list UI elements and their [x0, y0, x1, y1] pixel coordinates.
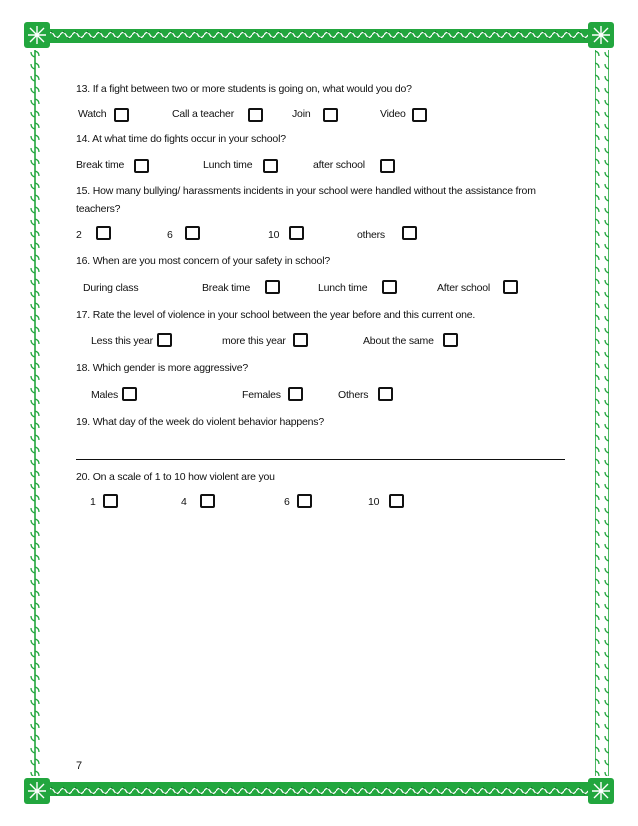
- question-18: 18. Which gender is more aggressive?: [76, 362, 248, 374]
- checkbox[interactable]: [122, 387, 137, 401]
- answer-line[interactable]: [76, 459, 565, 460]
- checkbox[interactable]: [323, 108, 338, 122]
- question-15-line-1: 15. How many bullying/ harassments incidents in your school were handled without the assistance from: [76, 185, 536, 197]
- option-label: 6: [167, 229, 173, 241]
- option-label: 1: [90, 496, 96, 508]
- option-label: Others: [338, 389, 369, 401]
- checkbox[interactable]: [200, 494, 215, 508]
- question-20: 20. On a scale of 1 to 10 how violent are you: [76, 471, 275, 483]
- checkbox[interactable]: [380, 159, 395, 173]
- checkbox[interactable]: [265, 280, 280, 294]
- question-14: 14. At what time do fights occur in your school?: [76, 133, 286, 145]
- option-label: 10: [268, 229, 280, 241]
- checkbox[interactable]: [412, 108, 427, 122]
- question-15-line-2: teachers?: [76, 203, 121, 215]
- checkbox[interactable]: [134, 159, 149, 173]
- option-label: During class: [83, 282, 139, 294]
- option-label: After school: [437, 282, 491, 294]
- option-label: 10: [368, 496, 380, 508]
- checkbox[interactable]: [289, 226, 304, 240]
- option-label: Watch: [78, 108, 107, 120]
- checkbox[interactable]: [96, 226, 111, 240]
- checkbox[interactable]: [288, 387, 303, 401]
- checkbox[interactable]: [114, 108, 129, 122]
- page-number: 7: [76, 760, 83, 772]
- checkbox[interactable]: [382, 280, 397, 294]
- checkbox[interactable]: [378, 387, 393, 401]
- question-16: 16. When are you most concern of your safety in school?: [76, 255, 330, 267]
- option-label: more this year: [222, 335, 286, 347]
- question-17: 17. Rate the level of violence in your school between the year before and this current one.: [76, 309, 476, 321]
- option-label: 4: [181, 496, 187, 508]
- checkbox[interactable]: [157, 333, 172, 347]
- option-label: Females: [242, 389, 281, 401]
- checkbox[interactable]: [443, 333, 458, 347]
- option-label: Video: [380, 108, 406, 120]
- checkbox[interactable]: [248, 108, 263, 122]
- question-19: 19. What day of the week do violent behavior happens?: [76, 416, 324, 428]
- checkbox[interactable]: [402, 226, 417, 240]
- checkbox[interactable]: [297, 494, 312, 508]
- checkbox[interactable]: [389, 494, 404, 508]
- option-label: Call a teacher: [172, 108, 234, 120]
- checkbox[interactable]: [293, 333, 308, 347]
- option-label: Break time: [76, 159, 125, 171]
- checkbox[interactable]: [103, 494, 118, 508]
- option-label: Males: [91, 389, 119, 401]
- option-label: 6: [284, 496, 290, 508]
- question-13: 13. If a fight between two or more students is going on, what would you do?: [76, 83, 412, 95]
- checkbox[interactable]: [263, 159, 278, 173]
- option-label: Lunch time: [203, 159, 253, 171]
- checkbox[interactable]: [503, 280, 518, 294]
- option-label: Join: [292, 108, 311, 120]
- option-label: About the same: [363, 335, 434, 347]
- checkbox[interactable]: [185, 226, 200, 240]
- option-label: others: [357, 229, 385, 241]
- option-label: Lunch time: [318, 282, 368, 294]
- option-label: Break time: [202, 282, 251, 294]
- option-label: after school: [313, 159, 365, 171]
- option-label: Less this year: [91, 335, 153, 347]
- option-label: 2: [76, 229, 82, 241]
